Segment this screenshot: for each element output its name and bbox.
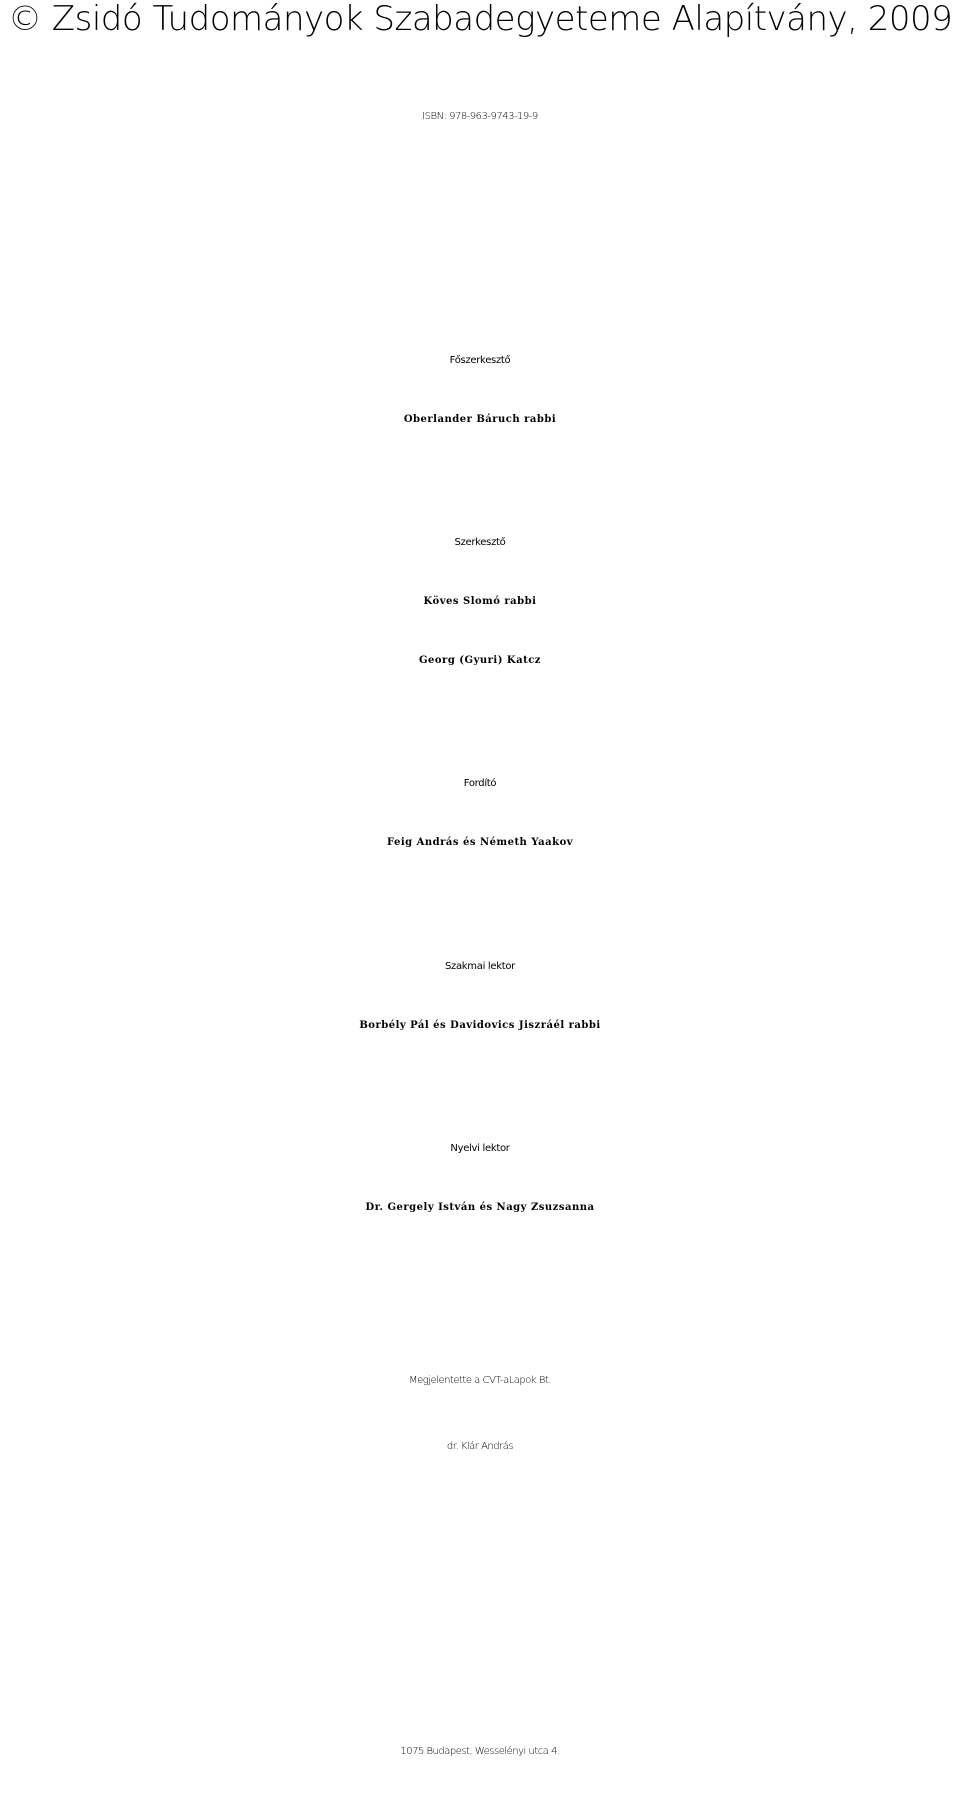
translator-label: Fordító — [463, 778, 497, 789]
isbn-line: ISBN: 978-963-9743-19-9 — [422, 111, 538, 122]
publisher-line: Megjelentette a CVT-aLapok Bt. — [408, 1375, 552, 1386]
editor-name-1: Köves Slomó rabbi — [423, 596, 537, 607]
editor-in-chief-name: Oberlander Báruch rabbi — [403, 414, 557, 425]
language-reviewer-name: Dr. Gergely István és Nagy Zsuzsanna — [365, 1202, 595, 1213]
copyright-line: © Zsidó Tudományok Szabadegyeteme Alapítvány, 2009 — [8, 0, 953, 39]
publisher-address: 1075 Budapest, Wesselényi utca 4. — [400, 1746, 560, 1757]
editor-name-2: Georg (Gyuri) Katcz — [418, 655, 541, 666]
language-reviewer-label: Nyelvi lektor — [450, 1143, 510, 1154]
publisher-person: dr. Klár András — [446, 1441, 514, 1452]
professional-reviewer-label: Szakmai lektor — [444, 961, 515, 972]
editor-label: Szerkesztő — [454, 537, 506, 548]
editor-in-chief-label: Főszerkesztő — [449, 355, 511, 366]
translator-name: Feig András és Németh Yaakov — [386, 837, 574, 848]
professional-reviewer-name: Borbély Pál és Davidovics Jiszráél rabbi — [359, 1020, 601, 1031]
